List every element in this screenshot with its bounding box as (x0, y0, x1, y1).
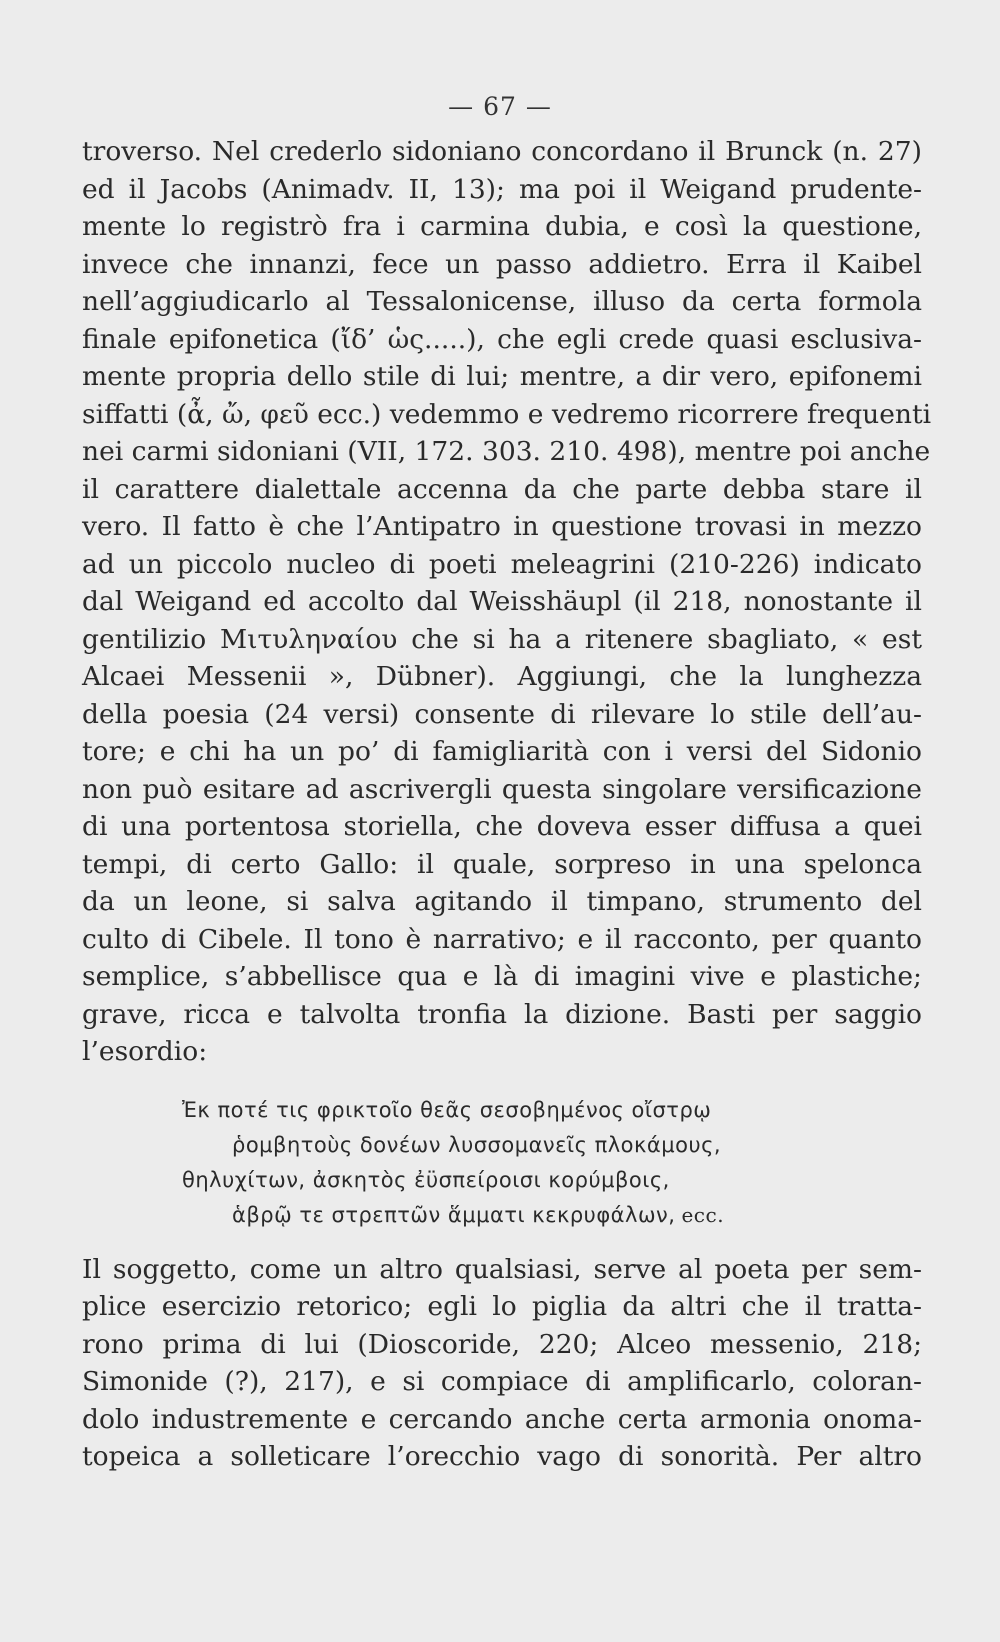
text-line: troverso. Nel crederlo sidoniano concordano il Brunck (n. 27) (82, 136, 922, 167)
page-number: — 67 — (448, 92, 552, 121)
text-line: tore; e chi ha un po’ di famigliarità con i versi del Sidonio (82, 736, 922, 767)
paragraph-2 (82, 1251, 922, 1476)
text-line: l’esordio: (82, 1036, 208, 1067)
text-line: culto di Cibele. Il tono è narrativo; e il racconto, per quanto (82, 923, 922, 955)
text-line: mente lo registrò fra i carmina dubia, e così la questione, (82, 211, 922, 242)
text-line: ed il Jacobs (Animadv. II, 13); ma poi il Weigand prudente- (82, 173, 922, 205)
text-line: nell’aggiudicarlo al Tessalonicense, illuso da certa formola (82, 286, 922, 317)
text-line: dolo industremente e cercando anche certa armonia onoma- (82, 1403, 922, 1435)
verse-line-last (82, 1198, 922, 1233)
text-line: Alcaei Messenii », Dübner). Aggiungi, che la lunghezza (82, 661, 922, 692)
text-line: dal Weigand ed accolto dal Weisshäupl (il 218, nonostante il (82, 586, 922, 617)
text-line: vero. Il fatto è che l’Antipatro in questione trovasi in mezzo (82, 511, 922, 542)
text-line: gentilizio Μιτυληναίου che si ha a ritenere sbagliato, « est (82, 623, 922, 655)
verse-line: θηλυχίτων, ἀσκητὸς ἐϋσπείροισι κορύμβοις, (182, 1167, 670, 1192)
paragraph-1 (82, 133, 932, 1071)
text-line: da un leone, si salva agitando il timpano, strumento del (82, 886, 922, 917)
text-line: il carattere dialettale accenna da che parte debba stare il (82, 473, 922, 505)
text-line: siffatti (ἆ, ὤ, φεῦ ecc.) vedemmo e vedremo ricorrere frequenti (82, 398, 932, 430)
text-line: grave, ricca e talvolta tronfia la dizione. Basti per saggio (82, 998, 922, 1030)
text-line: semplice, s’abbellisce qua e là di imagini vive e plastiche; (82, 961, 922, 992)
text-line: finale epifonetica (ἴδ’ ὡς.....), che egli crede quasi esclusiva- (82, 323, 922, 355)
greek-verse-block (82, 1093, 922, 1233)
text-line: della poesia (24 versi) consente di rilevare lo stile dell’au- (82, 698, 922, 730)
text-line: Il soggetto, come un altro qualsiasi, serve al poeta per sem- (82, 1253, 922, 1285)
verse-suffix: ecc. (681, 1202, 725, 1227)
text-line: non può esitare ad ascrivergli questa singolare versificazione (82, 773, 922, 805)
text-line: di una portentosa storiella, che doveva esser diffusa a quei (82, 811, 922, 842)
text-line: ad un piccolo nucleo di poeti meleagrini (210-226) indicato (82, 548, 922, 580)
body-text (82, 133, 932, 1476)
text-line: nei carmi sidoniani (VII, 172. 303. 210. 498), mentre poi anche (82, 436, 931, 467)
text-line: plice esercizio retorico; egli lo piglia da altri che il tratta- (82, 1291, 922, 1322)
verse-text: ἁβρῷ τε στρεπτῶν ἅμματι κεκρυφάλων, (232, 1202, 676, 1227)
text-line: Simonide (?), 217), e si compiace di amplificarlo, coloran- (82, 1366, 922, 1397)
text-line: invece che innanzi, fece un passo addietro. Erra il Kaibel (82, 248, 922, 280)
text-line: rono prima di lui (Dioscoride, 220; Alceo messenio, 218; (82, 1328, 922, 1360)
text-line: tempi, di certo Gallo: il quale, sorpreso in una spelonca (82, 848, 922, 880)
verse-line: ῥομβητοὺς δονέων λυσσομανεῖς πλοκάμους, (232, 1132, 722, 1157)
verse-line: Ἐκ ποτέ τις φρικτοῖο θεᾶς σεσοβημένος οἴστρῳ (182, 1097, 712, 1122)
text-line: topeica a solleticare l’orecchio vago di sonorità. Per altro (82, 1441, 922, 1472)
text-line: mente propria dello stile di lui; mentre, a dir vero, epifonemi (82, 361, 922, 392)
